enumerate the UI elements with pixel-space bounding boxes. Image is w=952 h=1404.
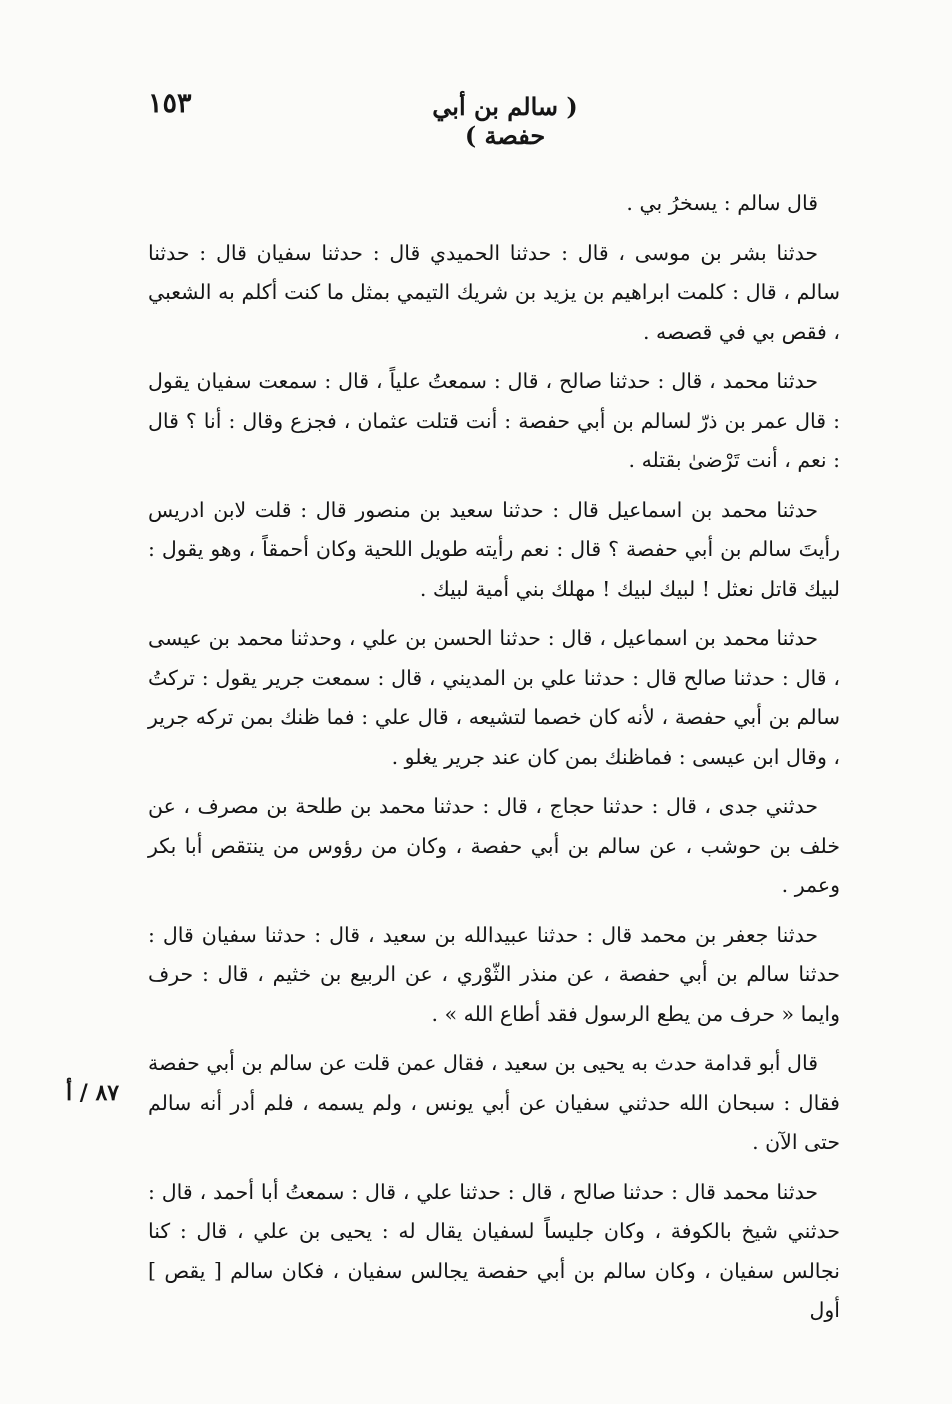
- body-text: [148, 184, 840, 1341]
- paragraph: حدثنا بشر بن موسى ، قال : حدثنا الحميدي قال : حدثنا سفيان قال : حدثنا سالم ، قال : كلمت ابراهيم بن يزيد بن شريك التيمي بمثل ما كنت أكلم به الشعبي ، فقص بي في قصصه .: [148, 240, 840, 344]
- paragraph: حدثنا محمد قال : حدثنا صالح ، قال : حدثنا علي ، قال : سمعتُ أبا أحمد ، قال : حدثني شيخ بالكوفة ، وكان جليساً لسفيان يقال له : يحيى بن علي ، قال : كنا نجالس سفيان ، وكان سالم بن أبي حفصة يجالس سفيان ، فكان سالم [ يقص ] أول: [148, 1179, 840, 1322]
- folio-reference: ٨٧ / أ: [66, 1080, 120, 1106]
- paragraph: حدثنا جعفر بن محمد قال : حدثنا عبيدالله بن سعيد ، قال : حدثنا سفيان قال : حدثنا سالم بن أبي حفصة ، عن منذر الثّوْري ، عن الربيع بن خثيم ، قال : حرف وايما « حرف من يطع الرسول فقد أطاع الله » .: [148, 922, 840, 1026]
- running-title: ( سالم بن أبي حفصة ): [432, 92, 578, 150]
- page-number: ١٥٣: [148, 88, 192, 119]
- paragraph: قال أبو قدامة حدث به يحيى بن سعيد ، فقال عمن قلت عن سالم بن أبي حفصة فقال : سبحان الله حدثني سفيان عن أبي يونس ، ولم يسمه ، فلم أدر أنه سالم حتى الآن .: [148, 1051, 840, 1154]
- paragraph: قال سالم : يسخرُ بي .: [626, 191, 818, 215]
- paragraph: حدثنا محمد ، قال : حدثنا صالح ، قال : سمعتُ علياً ، قال : سمعت سفيان يقول : قال عمر بن ذرّ لسالم بن أبي حفصة : أنت قتلت عثمان ، فجزع وقال : أنا ؟ قال : نعم ، أنت تَرْضىٰ بقتله .: [148, 369, 840, 472]
- paragraph: حدثنا محمد بن اسماعيل قال : حدثنا سعيد بن منصور قال : قلت لابن ادريس رأيتَ سالم بن أبي حفصة ؟ قال : نعم رأيته طويل اللحية وكان أحمقاً ، وهو يقول : لبيك قاتل نعثل ! لبيك لبيك ! مهلك بني أمية لبيك .: [148, 497, 840, 601]
- paragraph: حدثني جدى ، قال : حدثنا حجاج ، قال : حدثنا محمد بن طلحة بن مصرف ، عن خلف بن حوشب ، عن سالم بن أبي حفصة ، وكان من رؤوس من ينتقص أبا بكر وعمر .: [148, 794, 840, 897]
- paragraph: حدثنا محمد بن اسماعيل ، قال : حدثنا الحسن بن علي ، وحدثنا محمد بن عيسى ، قال : حدثنا صالح قال : حدثنا علي بن المديني ، قال : سمعت جرير يقول : تركتُ سالم بن أبي حفصة ، لأنه كان خصما لتشيعه ، قال علي : فما ظنك بمن تركه جرير ، وقال ابن عيسى : فماظنك بمن كان عند جرير يغلو .: [148, 626, 840, 769]
